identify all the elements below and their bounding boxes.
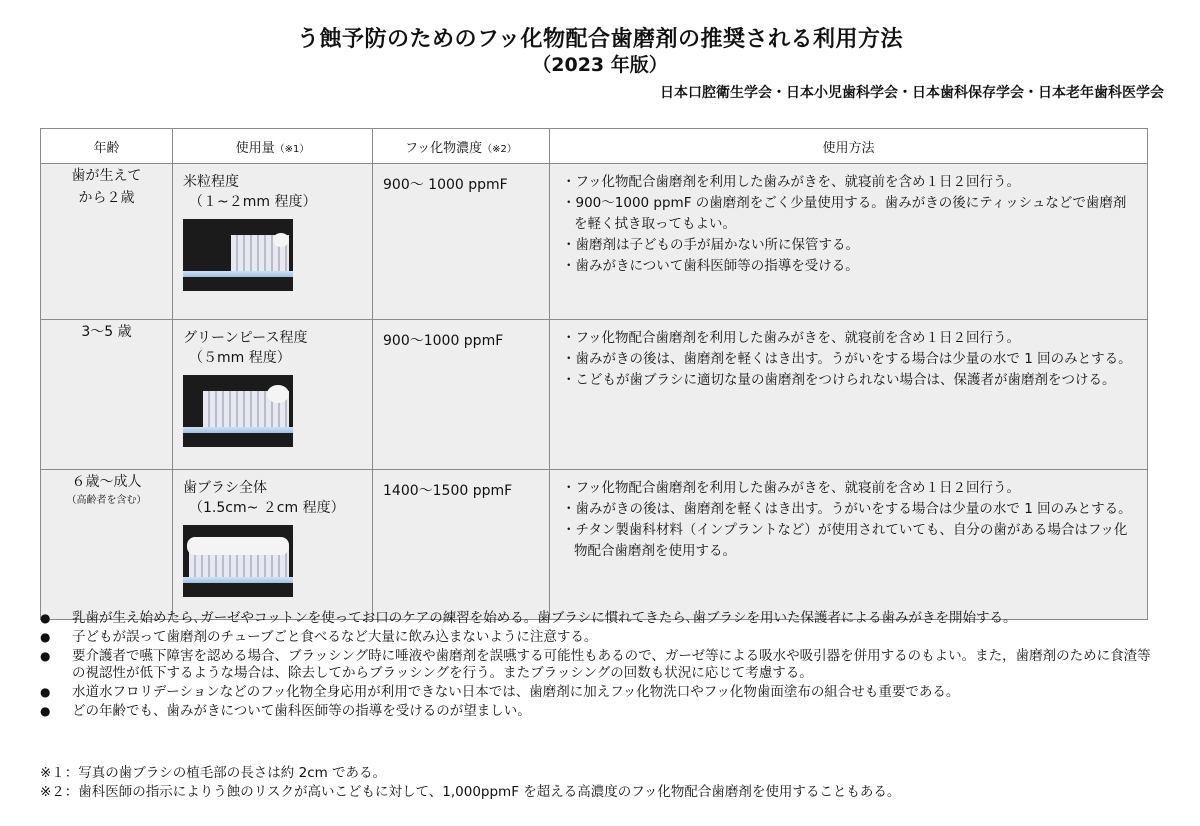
- usage-item: ・歯みがきの後は、歯磨剤を軽くはき出す。うがいをする場合は少量の水で 1 回のみとする。: [562, 351, 1132, 367]
- bullet-icon: ●: [40, 649, 51, 663]
- table-row: [41, 470, 1148, 620]
- amount-label: 米粒程度: [183, 174, 239, 190]
- amount-size: （５mm 程度）: [189, 350, 291, 366]
- usage-item: ・歯みがきの後は、歯磨剤を軽くはき出す。うがいをする場合は少量の水で 1 回のみとする。: [562, 501, 1132, 517]
- list-item: ● 乳歯が生え始めたら､ガーゼやコットンを使ってお口のケアの練習を始める。歯ブラシに慣れてきたら､歯ブラシを用いた保護者による歯みがきを開始する。: [40, 610, 1017, 626]
- table-row: [41, 164, 1148, 320]
- usage-cell: [550, 320, 1148, 470]
- usage-item: ・こどもが歯ブラシに適切な量の歯磨剤をつけられない場合は、保護者が歯磨剤をつける。: [562, 372, 1116, 388]
- page-title: う蝕予防のためのフッ化物配合歯磨剤の推奨される利用方法: [297, 27, 903, 52]
- organizations: 日本口腔衛生学会・日本小児歯科学会・日本歯科保存学会・日本老年歯科医学会: [660, 85, 1164, 101]
- footnote-1: ※１：写真の歯ブラシの植毛部の長さは約 2cm である。: [40, 765, 387, 781]
- list-item: ● 子どもが誤って歯磨剤のチューブごと食べるなど大量に飲み込まないように注意する。: [40, 629, 598, 645]
- header-concentration: フッ化物濃度（※2）: [373, 129, 550, 164]
- amount-size: （１~２mm 程度）: [189, 194, 317, 210]
- table-row: [41, 320, 1148, 470]
- usage-item: ・フッ化物配合歯磨剤を利用した歯みがきを、就寝前を含め１日２回行う。: [562, 174, 1021, 190]
- concentration-cell: 1400～1500 ppmF: [373, 470, 550, 620]
- recommendation-table: [40, 128, 1148, 620]
- bullet-icon: ●: [40, 611, 51, 625]
- header-usage: 使用方法: [550, 129, 1148, 164]
- header-amount-note: （※1）: [274, 143, 310, 155]
- page-subtitle: （2023 年版）: [532, 54, 668, 76]
- bullet-icon: ●: [40, 704, 51, 718]
- header-age: 年齢: [41, 129, 173, 164]
- bullet-icon: ●: [40, 685, 51, 699]
- age-cell: 3～5 歳: [41, 320, 173, 470]
- concentration-cell: 900～ 1000 ppmF: [373, 164, 550, 320]
- amount-label: 歯ブラシ全体: [183, 480, 267, 496]
- usage-item: ・フッ化物配合歯磨剤を利用した歯みがきを、就寝前を含め１日２回行う。: [562, 480, 1021, 496]
- list-item: ● どの年齢でも、歯みがきについて歯科医師等の指導を受けるのが望ましい。: [40, 703, 531, 719]
- amount-label: グリーンピース程度: [183, 330, 308, 346]
- table-header-row: [41, 129, 1148, 164]
- amount-cell: [173, 470, 373, 620]
- usage-cell: [550, 470, 1148, 620]
- header-amount: 使用量（※1）: [173, 129, 373, 164]
- notes-list: [40, 610, 1160, 722]
- bullet-icon: ●: [40, 630, 51, 644]
- toothbrush-photo-full-brush: [183, 525, 293, 597]
- footnote-2: ※２：歯科医師の指示によりう蝕のリスクが高いこどもに対して、1,000ppmF を超える高濃度のフッ化物配合歯磨剤を使用することもある。: [40, 784, 901, 800]
- toothbrush-photo-green-pea: [183, 375, 293, 447]
- concentration-cell: 900～1000 ppmF: [373, 320, 550, 470]
- amount-size: （1.5cm~ ２cm 程度）: [189, 500, 345, 516]
- toothbrush-photo-rice-grain: [183, 219, 293, 291]
- amount-cell: [173, 164, 373, 320]
- footnotes: [40, 764, 900, 802]
- amount-cell: [173, 320, 373, 470]
- list-item: ● 要介護者で嚥下障害を認める場合、ブラッシング時に唾液や歯磨剤を誤嚥する可能性もあるので、ガーゼ等による吸水や吸引器を併用するのもよい。また，歯磨剤のために食渣等の視認性が低下するような場合は、除去してからブラッシングを行う。またブラッシングの回数も状況に応じて考慮する。: [40, 648, 1151, 681]
- header-concentration-note: （※2）: [482, 143, 517, 155]
- usage-item: ・900～1000 ppmF の歯磨剤をごく少量使用する。歯みがきの後にティッシュなどで歯磨剤を軽く拭き取ってもよい。: [562, 195, 1127, 232]
- usage-item: ・歯磨剤は子どもの手が届かない所に保管する。: [562, 237, 859, 253]
- list-item: ● 水道水フロリデーションなどのフッ化物全身応用が利用できない日本では、歯磨剤に加えフッ化物洗口やフッ化物歯面塗布の組合せも重要である。: [40, 684, 960, 700]
- age-note: （高齢者を含む）: [66, 495, 147, 506]
- usage-item: ・フッ化物配合歯磨剤を利用した歯みがきを、就寝前を含め１日２回行う。: [562, 330, 1021, 346]
- usage-item: ・歯みがきについて歯科医師等の指導を受ける。: [562, 258, 859, 274]
- age-cell: ６歳～成人 （高齢者を含む）: [41, 470, 173, 620]
- usage-cell: [550, 164, 1148, 320]
- usage-item: ・チタン製歯科材料（インプラントなど）が使用されていても、自分の歯がある場合はフッ化物配合歯磨剤を使用する。: [562, 522, 1128, 559]
- age-cell: 歯が生えて から２歳: [41, 164, 173, 320]
